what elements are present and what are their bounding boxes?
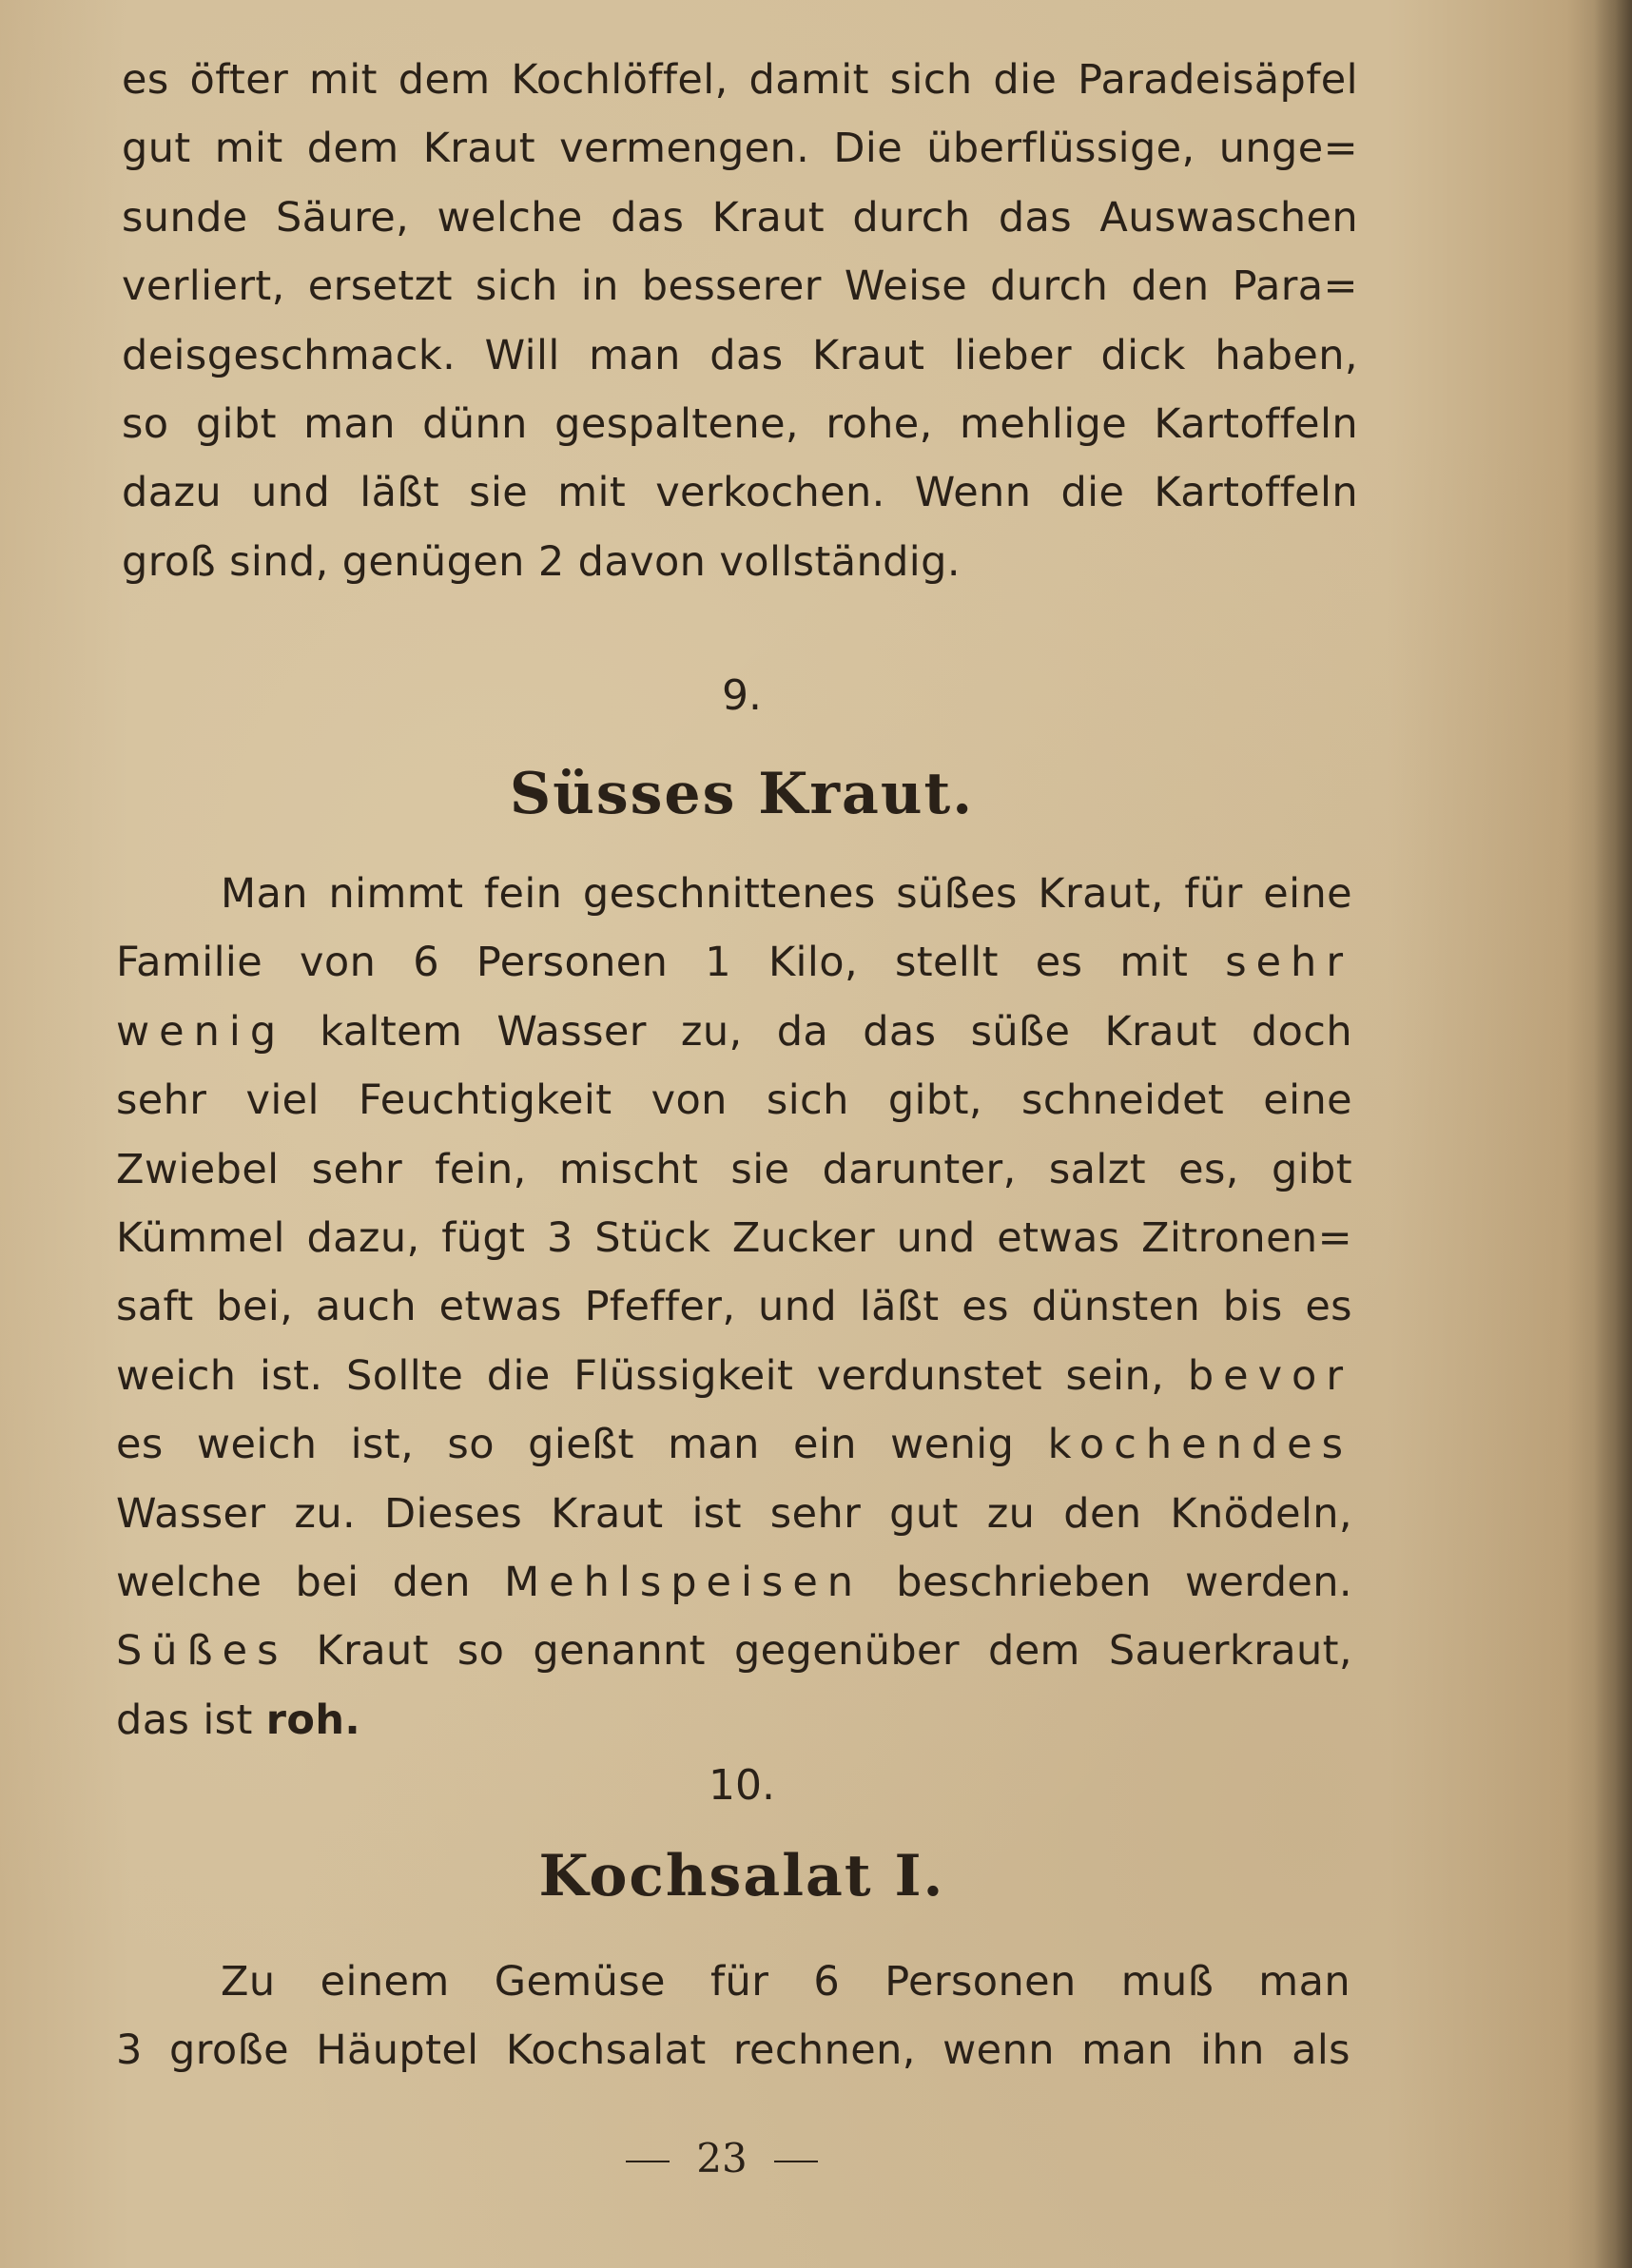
recipe-number: 9. xyxy=(722,671,762,720)
text-line xyxy=(116,928,1352,997)
recipe-title: Süsses Kraut. xyxy=(509,761,975,827)
text-line: sunde Säure, welche das Kraut durch das Auswaschen xyxy=(122,193,1358,242)
text-line: groß sind, genügen 2 davon vollständig. xyxy=(122,537,961,586)
text-line: dazu und läßt sie mit verkochen. Wenn die Kartoffeln xyxy=(122,469,1358,517)
emphasis-spaced: kochendes xyxy=(1047,1421,1352,1469)
emphasis-spaced: sehr xyxy=(1225,939,1352,987)
text-run: weich ist. Sollte die Flüssigkeit verdunstet sein, xyxy=(116,1351,1188,1400)
text-line: so gibt man dünn gespaltene, rohe, mehlige Kartoffeln xyxy=(122,400,1358,449)
text-line: Wasser zu. Dieses Kraut ist sehr gut zu den Knödeln, xyxy=(116,1489,1352,1538)
text-run: das ist xyxy=(116,1696,266,1744)
text-line: es öfter mit dem Kochlöffel, damit sich die Paradeisäpfel xyxy=(122,56,1358,104)
text-line xyxy=(116,1410,1352,1479)
page-footer xyxy=(0,2135,1444,2181)
text-line xyxy=(116,1342,1352,1410)
text-line: sehr viel Feuchtigkeit von sich gibt, schneidet eine xyxy=(116,1076,1352,1125)
text-line: Man nimmt fein geschnittenes süßes Kraut, für eine xyxy=(221,870,1352,918)
emphasis-spaced: Süßes xyxy=(116,1627,288,1676)
text-line xyxy=(116,998,1352,1066)
recipe-title: Kochsalat I. xyxy=(538,1843,945,1909)
text-run: es weich ist, so gießt man ein wenig xyxy=(116,1421,1048,1469)
page-gutter-shadow xyxy=(1594,0,1632,2268)
recipe-number: 10. xyxy=(709,1761,775,1810)
paragraph-continuation xyxy=(122,46,1358,596)
text-line: verliert, ersetzt sich in besserer Weise durch den Para= xyxy=(122,262,1358,311)
recipe-body xyxy=(116,1948,1350,2085)
text-run: Familie von 6 Personen 1 Kilo, stellt es mit xyxy=(116,939,1226,987)
emphasis-spaced: Mehlspeisen xyxy=(504,1559,864,1607)
text-line: 3 große Häuptel Kochsalat rechnen, wenn man ihn als xyxy=(116,2026,1350,2075)
text-run: welche bei den xyxy=(116,1559,505,1607)
text-line xyxy=(116,1548,1352,1617)
text-line xyxy=(116,1686,1352,1754)
page-number: 23 xyxy=(696,2135,748,2181)
text-line: Zwiebel sehr fein, mischt sie darunter, salzt es, gibt xyxy=(116,1145,1352,1193)
text-line: gut mit dem Kraut vermengen. Die überflüssige, unge= xyxy=(122,125,1358,173)
emphasis-spaced: wenig xyxy=(116,1007,286,1056)
text-run: Kraut so genannt gegenüber dem Sauerkraut, xyxy=(287,1627,1352,1676)
text-line: deisgeschmack. Will man das Kraut lieber dick haben, xyxy=(122,331,1358,379)
emphasis-spaced: bevor xyxy=(1187,1351,1352,1400)
text-line: saft bei, auch etwas Pfeffer, und läßt es dünsten bis es xyxy=(116,1283,1352,1331)
footer-dash xyxy=(626,2161,670,2162)
text-run: beschrieben werden. xyxy=(863,1559,1353,1607)
text-line: Zu einem Gemüse für 6 Personen muß man xyxy=(221,1958,1350,2006)
text-line: Kümmel dazu, fügt 3 Stück Zucker und etwas Zitronen= xyxy=(116,1214,1352,1263)
text-run: kaltem Wasser zu, da das süße Kraut doch xyxy=(285,1007,1352,1056)
text-line xyxy=(116,1617,1352,1685)
emphasis-bold: roh. xyxy=(265,1696,361,1744)
footer-dash xyxy=(774,2161,818,2162)
recipe-body xyxy=(116,860,1352,1754)
